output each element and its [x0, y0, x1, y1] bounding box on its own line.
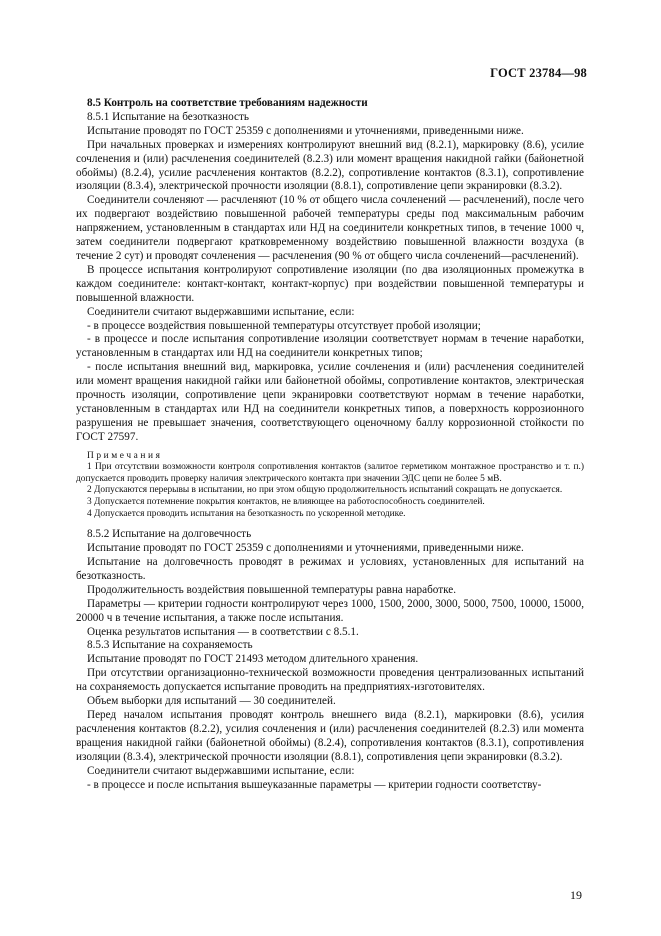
- paragraph: Параметры — критерии годности контролируют через 1000, 1500, 2000, 3000, 5000, 7500, 10000, 15000, 20000 ч в течение испытания, а также после испытания.: [76, 597, 584, 624]
- notes-title: Примечания: [87, 450, 163, 461]
- paragraph: Оценка результатов испытания — в соответствии с 8.5.1.: [87, 625, 359, 638]
- list-item: - в процессе и после испытания сопротивление изоляции соответствует нормам в течение наработки, установленным в стандартах или НД на соединители конкретных типов;: [76, 333, 584, 360]
- subsection-heading-8-5-1: 8.5.1 Испытание на безотказность: [87, 110, 250, 123]
- paragraph: Объем выборки для испытаний — 30 соединителей.: [87, 695, 336, 708]
- paragraph: При начальных проверках и измерениях контролируют внешний вид (8.2.1), маркировку (8.6), усилие сочленения и (или) расчленения соединителей (8.2.3) или момент вращения накидной гайки (байонетной обоймы) (8.2.4), усилие расчленения контактов (8.2.2), сопротивление контактов (8.3.1), сопротивление изоляции (8.3.4), электрической прочности изоляции (8.8.1), сопротивление цепи экранировки (8.3.2).: [76, 138, 584, 193]
- paragraph: Перед началом испытания проводят контроль внешнего вида (8.2.1), маркировки (8.6), усилия расчленения контактов (8.2.2), усилия сочленения и (или) расчленения соединителей (8.2.3) или момента вращения накидной гайки (байонетной обоймы) (8.2.4), сопротивления контактов (8.3.1), сопротивления изоляции (8.3.4), электрической прочности изоляции (8.8.1), сопротивления цепи экранировки (8.3.2).: [76, 709, 584, 763]
- list-item: - в процессе воздействия повышенной температуры отсутствует пробой изоляции;: [87, 319, 481, 332]
- paragraph: Соединители сочленяют — расчленяют (10 % от общего числа сочленений — расчленений), после чего их подвергают воздействию повышенной рабочей температуры среды под максимальным рабочим напряжением, установленным в стандартах или НД на соединители конкретных типов, в течение 1000 ч, затем соединители подвергают кратковременному воздействию повышенной влажности воздуха (в течение 2 сут) и проводят сочленения — расчленения (90 % от общего числа сочленений—расчленений).: [76, 194, 584, 262]
- list-item: - в процессе и после испытания вышеуказанные параметры — критерии годности соответству-: [87, 778, 542, 791]
- list-item: - после испытания внешний вид, маркировка, усилие сочленения и (или) расчленения соединителей или момент вращения накидной гайки или байонетной обоймы, сопротивление контактов, электрическая прочность изоляции, сопротивление цепи экранировки соответствуют нормам в течение наработки, установленным в стандартах или НД на соединители конкретных типов, а поверхность коррозионного разрушения не превышает значения, соответствующего оценочному баллу коррозионной стойкости по ГОСТ 27597.: [76, 361, 584, 443]
- document-body: [76, 97, 584, 792]
- note-item: 3 Допускается потемнение покрытия контактов, не влияющее на работоспособность соединителей.: [87, 497, 485, 508]
- paragraph: Испытание проводят по ГОСТ 25359 с дополнениями и уточнениями, приведенными ниже.: [87, 542, 524, 555]
- paragraph: Испытание на долговечность проводят в режимах и условиях, установленных для испытаний на безотказность.: [76, 556, 584, 582]
- paragraph: При отсутствии организационно-технической возможности проведения централизованных испытаний на сохраняемость допускается испытание проводить на предприятиях-изготовителях.: [76, 667, 584, 694]
- note-item: 1 При отсутствии возможности контроля сопротивления контактов (залитое герметиком монтажное пространство и т. п.) допускается проводить проверку наличия электрического контакта при значении ЭДС цепи не более 5 мВ.: [76, 462, 584, 484]
- paragraph: Соединители считают выдержавшими испытание, если:: [87, 305, 355, 318]
- notes-block: [76, 451, 584, 521]
- paragraph: Соединители считают выдержавшими испытание, если:: [87, 764, 355, 777]
- note-item: 4 Допускается проводить испытания на безотказность по ускоренной методике.: [87, 508, 406, 519]
- section-heading-8-5: 8.5 Контроль на соответствие требованиям надежности: [87, 97, 368, 109]
- subsection-heading-8-5-3: 8.5.3 Испытание на сохраняемость: [87, 639, 253, 652]
- paragraph: В процессе испытания контролируют сопротивление изоляции (по два изоляционных промежутка в каждом соединителе: контакт-контакт, контакт-корпус) при воздействии повышенной температуры и повышенной влажности.: [76, 263, 584, 304]
- standard-number: ГОСТ 23784—98: [490, 66, 587, 80]
- paragraph: Испытание проводят по ГОСТ 25359 с дополнениями и уточнениями, приведенными ниже.: [87, 124, 524, 137]
- paragraph: Продолжительность воздействия повышенной температуры равна наработке.: [87, 583, 457, 596]
- page-number: 19: [570, 888, 582, 902]
- subsection-heading-8-5-2: 8.5.2 Испытание на долговечность: [87, 528, 252, 541]
- paragraph: Испытание проводят по ГОСТ 21493 методом длительного хранения.: [87, 653, 419, 666]
- note-item: 2 Допускаются перерывы в испытании, но при этом общую продолжительность испытаний сокращать не допускается.: [87, 485, 563, 496]
